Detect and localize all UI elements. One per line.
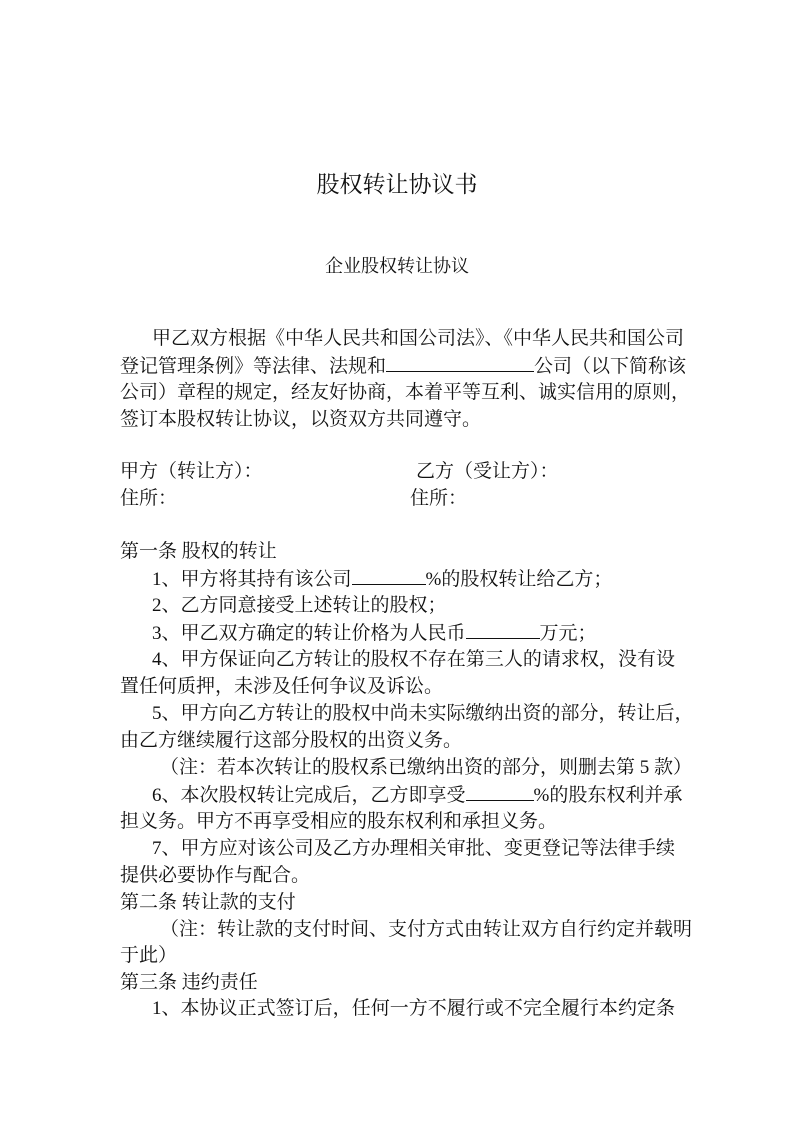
clause-5: 5、甲方向乙方转让的股权中尚未实际缴纳出资的部分，转让后，	[152, 703, 694, 724]
clause-text: 3、甲乙双方确定的转让价格为人民币	[152, 623, 466, 644]
preamble-line	[120, 353, 687, 380]
article-2-heading: 第二条 转让款的支付	[120, 892, 296, 913]
article-3-clause-1: 1、本协议正式签订后，任何一方不履行或不完全履行本约定条	[152, 998, 675, 1019]
clause-5-cont: 由乙方继续履行这部分股权的出资义务。	[120, 730, 463, 751]
clause-6-cont: 担义务。甲方不再享受相应的股东权利和承担义务。	[120, 811, 558, 832]
clause-text: %的股权转让给乙方；	[425, 569, 613, 590]
clause-text: 6、本次股权转让完成后，乙方即享受	[152, 785, 466, 806]
price-blank[interactable]	[466, 620, 540, 639]
preamble-text: 公司（以下简称该	[534, 356, 687, 377]
party-b-address: 住所：	[410, 488, 468, 509]
preamble-line: 公司）章程的规定，经友好协商，本着平等互利、诚实信用的原则，	[120, 382, 691, 403]
clause-note: （注：若本次转让的股权系已缴纳出资的部分，则删去第 5 款）	[160, 757, 693, 778]
clause-7: 7、甲方应对该公司及乙方办理相关审批、变更登记等法律手续	[152, 838, 675, 859]
preamble-text: 登记管理条例》等法律、法规和	[120, 356, 387, 377]
clause-text: %的股东权利并承	[533, 785, 683, 806]
clause-text: 万元；	[539, 623, 597, 644]
clause-7-cont: 提供必要协作与配合。	[120, 865, 311, 886]
clause-text: 1、甲方将其持有该公司	[152, 569, 352, 590]
article-2-note-cont: 于此）	[120, 945, 178, 966]
clause-2: 2、乙方同意接受上述转让的股权；	[152, 595, 447, 616]
clause-3	[152, 620, 597, 647]
clause-4: 4、甲方保证向乙方转让的股权不存在第三人的请求权，没有设	[152, 649, 675, 670]
preamble-line: 甲乙双方根据《中华人民共和国公司法》、《中华人民共和国公司	[152, 328, 685, 349]
company-name-blank[interactable]	[386, 353, 534, 372]
preamble-line: 签订本股权转让协议，以资双方共同遵守。	[120, 409, 482, 430]
document-subtitle: 企业股权转让协议	[325, 256, 469, 276]
party-b-label: 乙方（受让方）：	[416, 461, 559, 482]
article-1-heading: 第一条 股权的转让	[120, 541, 277, 562]
clause-4-cont: 置任何质押，未涉及任何争议及诉讼。	[120, 676, 444, 697]
clause-6	[152, 782, 683, 809]
percent-blank[interactable]	[352, 566, 426, 585]
percent-blank[interactable]	[466, 782, 534, 801]
party-a-address: 住所：	[120, 488, 178, 509]
clause-1	[152, 566, 612, 593]
article-2-note: （注：转让款的支付时间、支付方式由转让双方自行约定并载明	[160, 919, 693, 940]
document-title: 股权转让协议书	[316, 172, 478, 197]
article-3-heading: 第三条 违约责任	[120, 972, 258, 993]
party-a-label: 甲方（转让方）：	[120, 461, 263, 482]
